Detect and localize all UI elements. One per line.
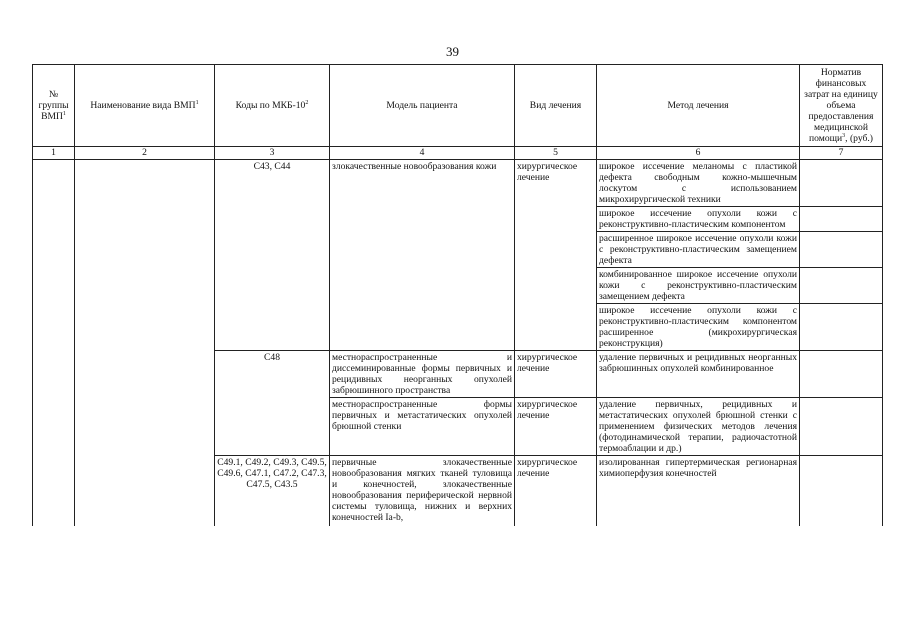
header-row: [33, 65, 883, 147]
column-number: 2: [75, 147, 215, 160]
column-number: 1: [33, 147, 75, 160]
patient-model-cell: местнораспространенные и диссеминированные формы первичных и рецидивных неорганных опухолей забрюшинного пространства: [330, 351, 515, 398]
treatment-method-cell: расширенное широкое иссечение опухоли кожи с реконструктивно-пластическим замещением дефекта: [597, 232, 800, 268]
column-number: 4: [330, 147, 515, 160]
header-treatment-method: Метод лечения: [597, 65, 800, 147]
treatment-method-cell: широкое иссечение опухоли кожи с реконструктивно-пластическим компонентом расширенное (микрохирургическая реконструкция): [597, 304, 800, 351]
column-number-row: [33, 147, 883, 160]
vmp-name-cell: [75, 160, 215, 526]
icd-codes-cell: С43, С44: [215, 160, 330, 351]
treatment-method-cell: удаление первичных и рецидивных неорганных забрюшинных опухолей комбинированное: [597, 351, 800, 398]
patient-model-cell: злокачественные новообразования кожи: [330, 160, 515, 351]
treatment-method-cell: изолированная гипертермическая регионарная химиоперфузия конечностей: [597, 456, 800, 526]
treatment-method-cell: удаление первичных, рецидивных и метастатических опухолей брюшной стенки с применением физических методов лечения (фотодинамической терапии, радиочастотной термоаблации и др.): [597, 398, 800, 456]
column-number: 6: [597, 147, 800, 160]
header-vmp-name: Наименование вида ВМП$^1$: [75, 65, 215, 147]
cost-cell: [800, 398, 883, 456]
cost-cell: [800, 304, 883, 351]
treatment-method-cell: широкое иссечение опухоли кожи с реконструктивно-пластическим компонентом: [597, 207, 800, 232]
cost-cell: [800, 207, 883, 232]
header-treatment-type: Вид лечения: [515, 65, 597, 147]
cost-cell: [800, 351, 883, 398]
patient-model-cell: первичные злокачественные новообразования мягких тканей туловища и конечностей, злокачественные новообразования периферической нервной системы туловища, нижних и верхних конечностей Ia-b,: [330, 456, 515, 526]
header-group-number: № группы ВМП$^1$: [33, 65, 75, 147]
cost-cell: [800, 232, 883, 268]
page-number: 39: [446, 44, 459, 59]
column-number: 3: [215, 147, 330, 160]
treatment-type-cell: хирургическое лечение: [515, 351, 597, 398]
header-icd-codes: Коды по МКБ-$10^2$: [215, 65, 330, 147]
treatment-type-cell: хирургическое лечение: [515, 160, 597, 351]
cost-cell: [800, 268, 883, 304]
table-row: [33, 160, 883, 207]
treatment-type-cell: хирургическое лечение: [515, 398, 597, 456]
vmp-table: [32, 64, 883, 526]
treatment-type-cell: хирургическое лечение: [515, 456, 597, 526]
column-number: 5: [515, 147, 597, 160]
group-number-cell: [33, 160, 75, 526]
patient-model-cell: местнораспространенные формы первичных и метастатических опухолей брюшной стенки: [330, 398, 515, 456]
cost-cell: [800, 160, 883, 207]
treatment-method-cell: широкое иссечение меланомы с пластикой дефекта свободным кожно-мышечным лоскутом с использованием микрохирургической техники: [597, 160, 800, 207]
header-cost-norm: Норматив финансовых затрат на единицу объема предоставления медицинской помощи$^3$, (руб.): [800, 65, 883, 147]
icd-codes-cell: С48: [215, 351, 330, 456]
cost-cell: [800, 456, 883, 526]
header-patient-model: Модель пациента: [330, 65, 515, 147]
column-number: 7: [800, 147, 883, 160]
treatment-method-cell: комбинированное широкое иссечение опухоли кожи с реконструктивно-пластическим замещением дефекта: [597, 268, 800, 304]
icd-codes-cell: С49.1, С49.2, С49.3, С49.5, С49.6, С47.1, С47.2, С47.3, С47.5, С43.5: [215, 456, 330, 526]
